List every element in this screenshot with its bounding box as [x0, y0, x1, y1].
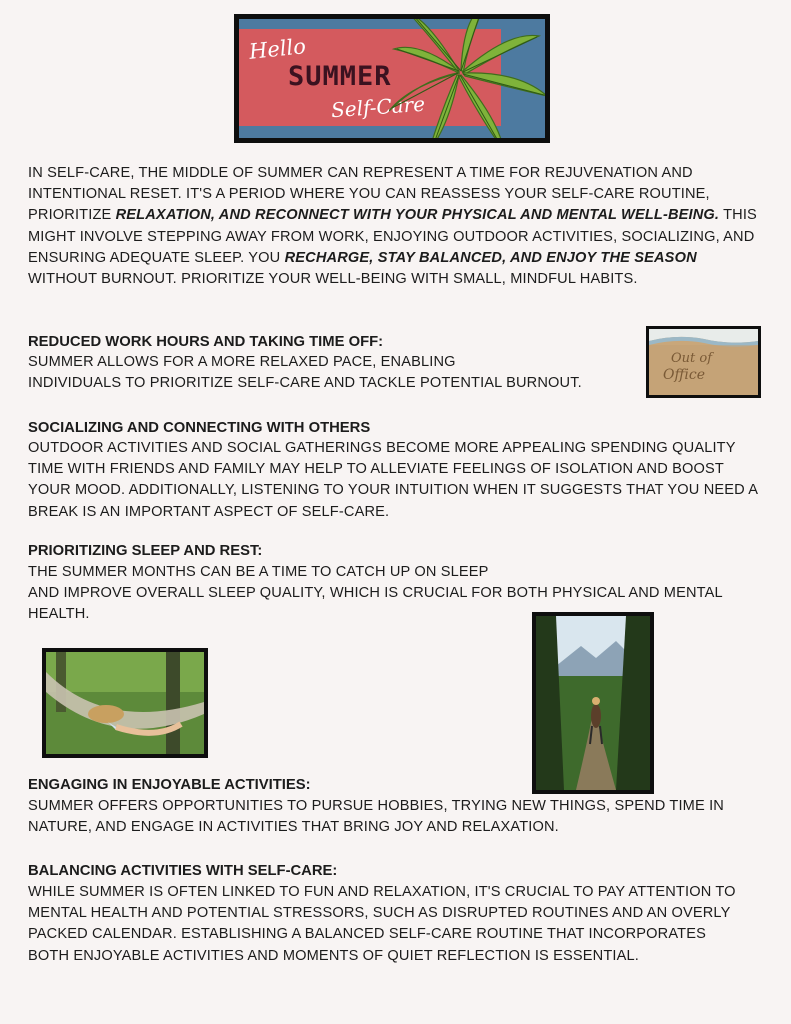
work-line-1: SUMMER ALLOWS FOR A MORE RELAXED PACE, ENABLING — [28, 354, 456, 370]
section-heading-work: REDUCED WORK HOURS AND TAKING TIME OFF: — [28, 334, 384, 350]
work-line-2: INDIVIDUALS TO PRIORITIZE SELF-CARE AND TACKLE POTENTIAL BURNOUT. — [28, 375, 582, 392]
section-heading-balance: BALANCING ACTIVITIES WITH SELF-CARE: — [28, 863, 338, 879]
banner-selfcare: Self-Care — [330, 91, 426, 123]
palm-leaf-icon — [389, 19, 545, 138]
section-body-social: OUTDOOR ACTIVITIES AND SOCIAL GATHERINGS BECOME MORE APPEALING SPENDING QUALITY TIME WITH FRIENDS AND FAMILY MAY HELP TO ALLEVIATE FEELINGS OF ISOLATION AND BOOST YOUR MOOD. ADDITIONALLY, LISTENING TO YOUR INTUITION WHEN IT SUGGESTS THAT YOU NEED A BREAK IS AN IMPORTANT ASPECT OF SELF-CARE. — [28, 440, 758, 520]
banner-summer: SUMMER — [288, 61, 392, 92]
banner-image — [234, 14, 550, 143]
section-heading-social: SOCIALIZING AND CONNECTING WITH OTHERS — [28, 420, 371, 436]
sand-text-line-2: Office — [663, 367, 705, 383]
intro-emphasis-1: RELAXATION, AND RECONNECT WITH YOUR PHYSICAL AND MENTAL WELL-BEING. — [115, 207, 720, 224]
sand-text-line-1: Out of — [671, 351, 713, 366]
sleep-line-1: THE SUMMER MONTHS CAN BE A TIME TO CATCH UP ON SLEEP — [28, 564, 489, 580]
section-heading-enjoy: ENGAGING IN ENJOYABLE ACTIVITIES: — [28, 777, 311, 793]
section-body-balance: WHILE SUMMER IS OFTEN LINKED TO FUN AND RELAXATION, IT'S CRUCIAL TO PAY ATTENTION TO MENTAL HEALTH AND POTENTIAL STRESSORS, SUCH AS DISRUPTED ROUTINES AND AN OVERLY PACKED CALENDAR. ESTABLISHING A BALANCED SELF-CARE ROUTINE THAT INCORPORATES BOTH ENJOYABLE ACTIVITIES AND MOMENTS OF QUIET REFLECTION IS ESSENTIAL. — [28, 884, 736, 964]
sleep-line-2: AND IMPROVE OVERALL SLEEP QUALITY, WHICH IS CRUCIAL FOR BOTH PHYSICAL AND MENTAL HEALTH. — [28, 585, 723, 623]
intro-emphasis-2: RECHARGE, STAY BALANCED, AND ENJOY THE SEASON — [284, 249, 697, 266]
section-body-work — [28, 352, 638, 394]
intro-paragraph — [28, 163, 768, 290]
intro-text-2: THIS MIGHT INVOLVE STEPPING AWAY FROM WORK, ENJOYING OUTDOOR ACTIVITIES, SOCIALIZING, AND ENSURING ADEQUATE SLEEP. YOU — [28, 207, 757, 266]
banner-hello: Hello — [247, 34, 307, 64]
hiker-photo — [532, 612, 654, 794]
out-of-office-photo — [646, 326, 761, 398]
section-heading-sleep: PRIORITIZING SLEEP AND REST: — [28, 543, 263, 559]
intro-text-1: IN SELF-CARE, THE MIDDLE OF SUMMER CAN REPRESENT A TIME FOR REJUVENATION AND INTENTIONAL RESET. IT'S A PERIOD WHERE YOU CAN REASSESS YOUR SELF-CARE ROUTINE, PRIORITIZE — [28, 165, 710, 224]
section-body-enjoy: SUMMER OFFERS OPPORTUNITIES TO PURSUE HOBBIES, TRYING NEW THINGS, SPEND TIME IN NATURE, AND ENGAGE IN ACTIVITIES THAT BRING JOY AND RELAXATION. — [28, 798, 724, 836]
intro-text-3: WITHOUT BURNOUT. PRIORITIZE YOUR WELL-BEING WITH SMALL, MINDFUL HABITS. — [28, 271, 638, 288]
hammock-photo — [42, 648, 208, 758]
